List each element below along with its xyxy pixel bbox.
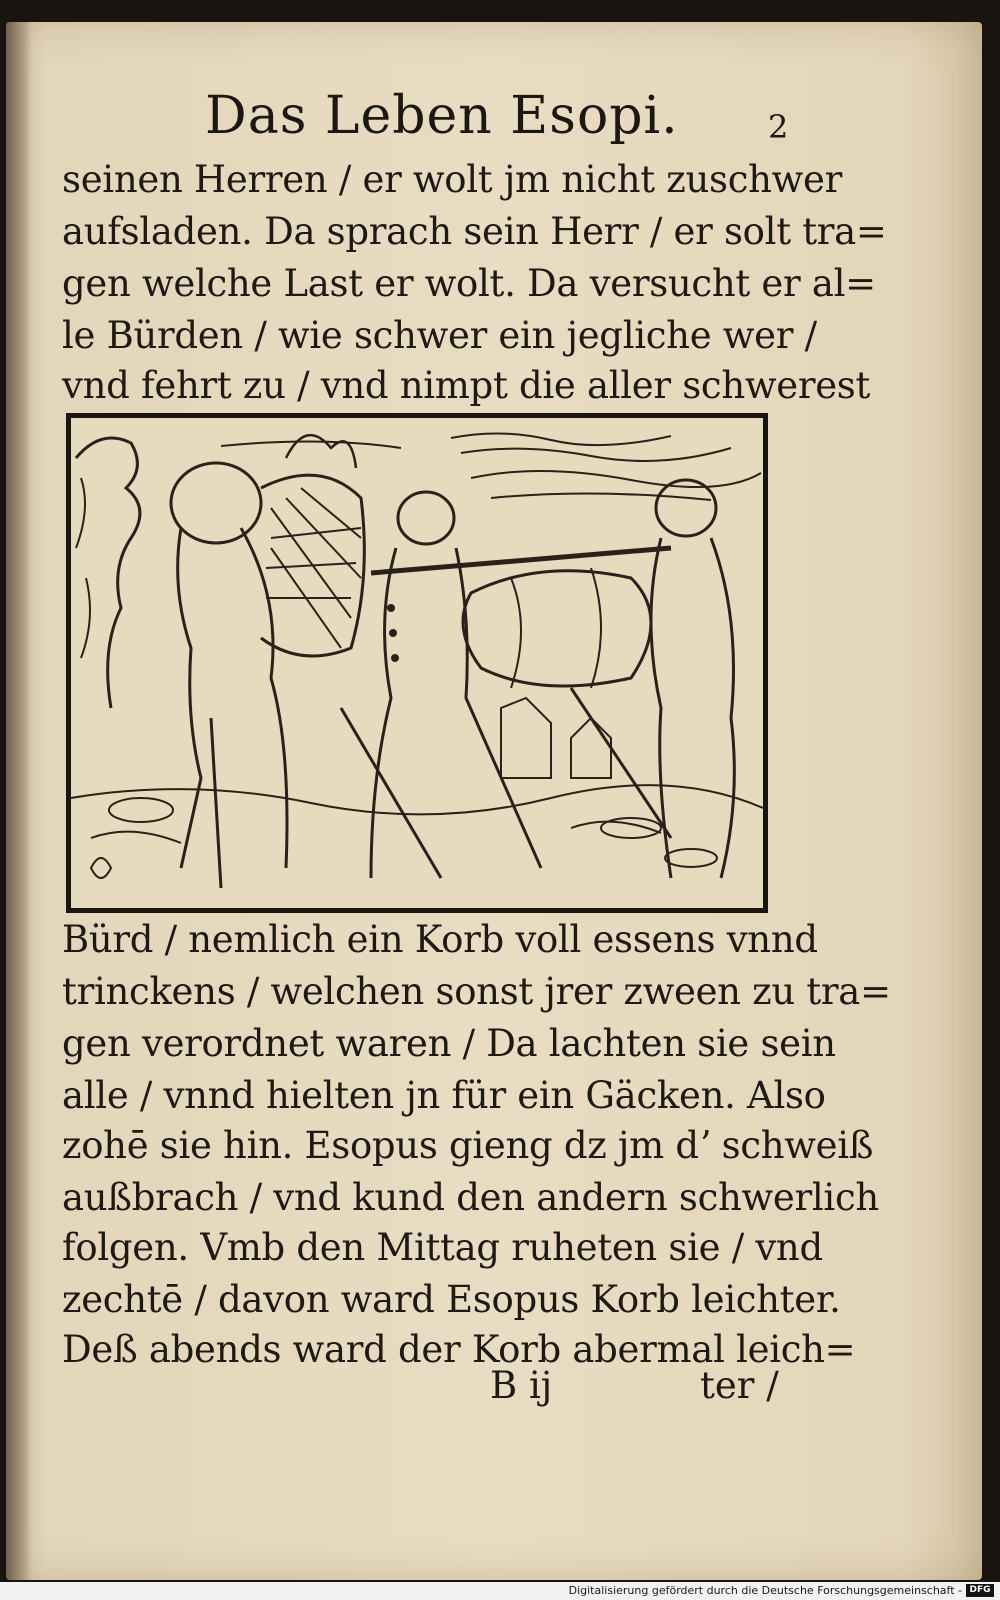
text-line: zohē sie hin. Esopus gieng dz jm dʼ schweiß [62, 1124, 874, 1167]
text-line: alle / vnnd hielten jn für ein Gäcken. Also [62, 1074, 826, 1117]
text-line: Deß abends ward der Korb abermal leich= [62, 1328, 856, 1371]
text-line: seinen Herren / er wolt jm nicht zuschwer [62, 158, 843, 201]
woodcut-drawing [71, 418, 763, 908]
dfg-logo: DFG [966, 1584, 994, 1597]
signature-mark: B ij [490, 1364, 553, 1407]
text-line: le Bürden / wie schwer ein jegliche wer / [62, 314, 817, 357]
text-line: Bürd / nemlich ein Korb voll essens vnnd [62, 918, 818, 961]
text-line: gen welche Last er wolt. Da versucht er al= [62, 262, 876, 305]
text-line: vnd fehrt zu / vnd nimpt die aller schwerest [62, 364, 871, 407]
catchword: ter / [700, 1364, 779, 1407]
text-line: gen verordnet waren / Da lachten sie sein [62, 1022, 836, 1065]
text-line: trinckens / welchen sonst jrer zween zu tra= [62, 970, 891, 1013]
digitization-credit: Digitalisierung gefördert durch die Deutsche Forschungsgemeinschaft - [568, 1584, 962, 1597]
text-line: zechtē / davon ward Esopus Korb leichter. [62, 1278, 841, 1321]
text-line: folgen. Vmb den Mittag ruheten sie / vnd [62, 1226, 823, 1269]
text-line: außbrach / vnd kund den andern schwerlich [62, 1176, 879, 1219]
running-title: Das Leben Esopi. [205, 86, 679, 146]
text-line: aufsladen. Da sprach sein Herr / er solt tra= [62, 210, 887, 253]
page-number: 2 [768, 108, 789, 146]
woodcut-illustration [66, 413, 768, 913]
page-gutter [6, 22, 32, 1580]
